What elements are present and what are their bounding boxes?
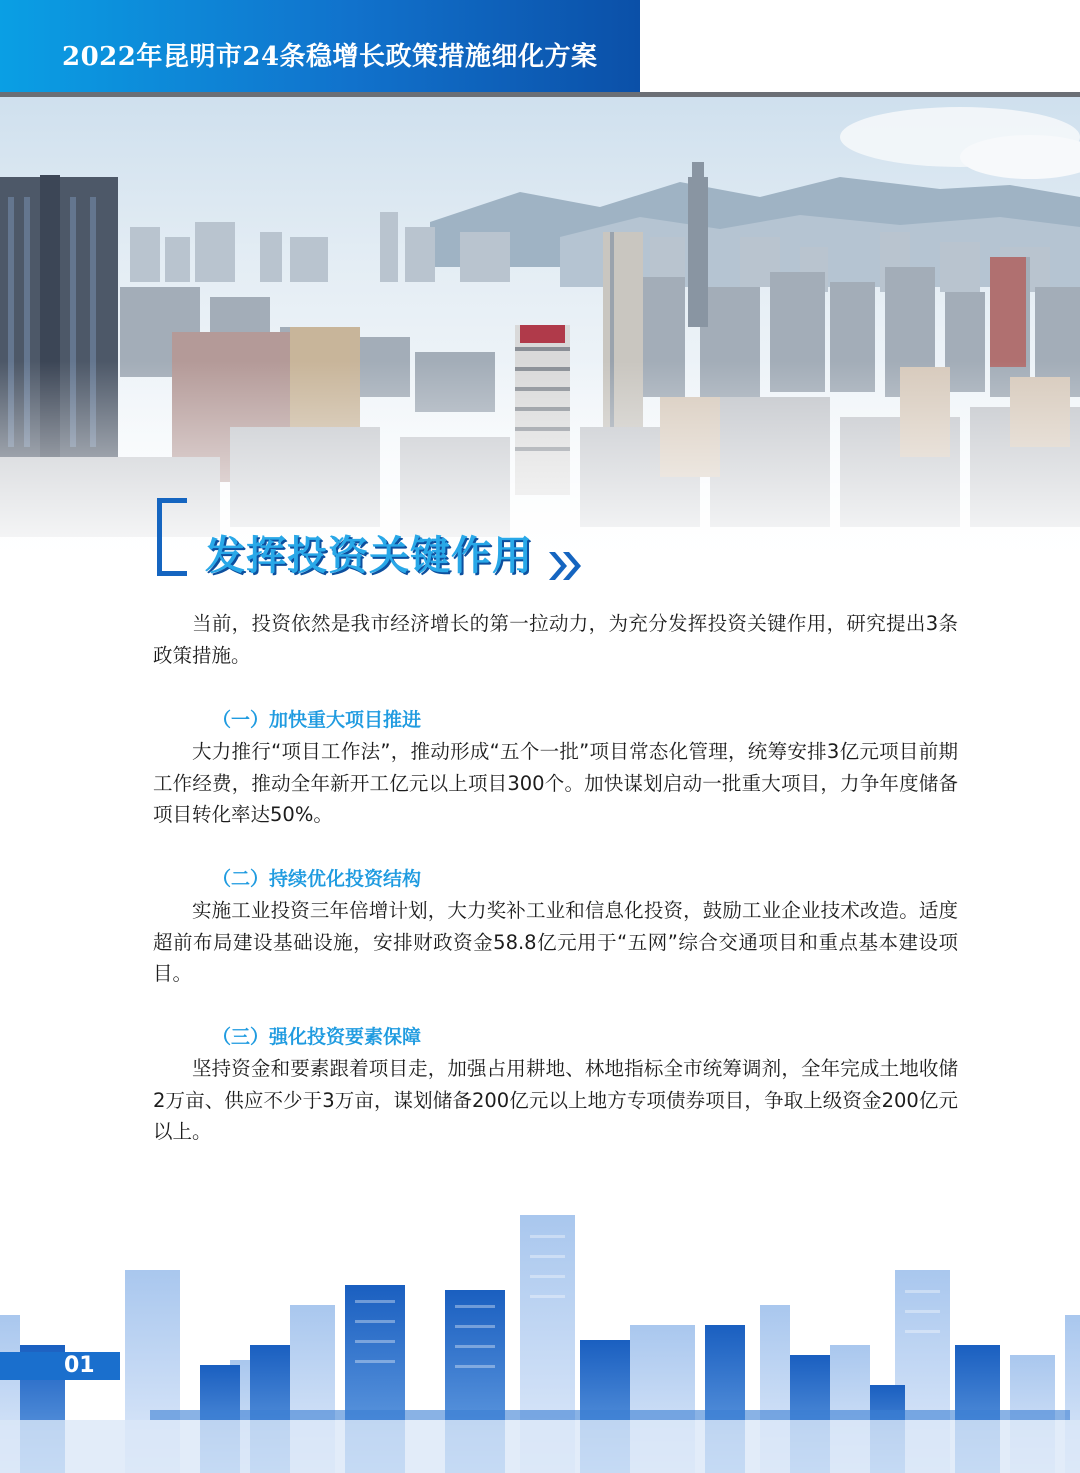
subheading-3: （三）强化投资要素保障 xyxy=(212,1026,422,1048)
skyline-illustration xyxy=(0,1195,1080,1473)
paragraph-2: 实施工业投资三年倍增计划，大力奖补工业和信息化投资，鼓励工业企业技术改造。适度超前布局建设基础设施，安排财政资金58.8亿元用于“五网”综合交通项目和重点基本建设项目。 xyxy=(153,899,958,985)
page-number-bar xyxy=(0,1352,120,1380)
section-title: 发挥投资关键作用 xyxy=(205,533,533,579)
double-chevron-right-icon xyxy=(547,546,587,586)
intro-paragraph: 当前，投资依然是我市经济增长的第一拉动力，为充分发挥投资关键作用，研究提出3条政策措施。 xyxy=(153,612,958,667)
page-number: 01 xyxy=(64,1353,95,1378)
document-title: 2022年昆明市24条稳增长政策措施细化方案 xyxy=(62,42,598,72)
subheading-1: （一）加快重大项目推进 xyxy=(212,709,422,731)
paragraph-3: 坚持资金和要素跟着项目走，加强占用耕地、林地指标全市统筹调剂，全年完成土地收储2万亩、供应不少于3万亩，谋划储备200亿元以上地方专项债券项目，争取上级资金200亿元以上。 xyxy=(153,1057,958,1143)
section-title-bracket xyxy=(157,498,187,576)
paragraph-1: 大力推行“项目工作法”，推动形成“五个一批”项目常态化管理，统筹安排3亿元项目前期工作经费，推动全年新开工亿元以上项目300个。加快谋划启动一批重大项目，力争年度储备项目转化率达50%。 xyxy=(153,740,958,826)
subheading-2: （二）持续优化投资结构 xyxy=(212,868,422,890)
